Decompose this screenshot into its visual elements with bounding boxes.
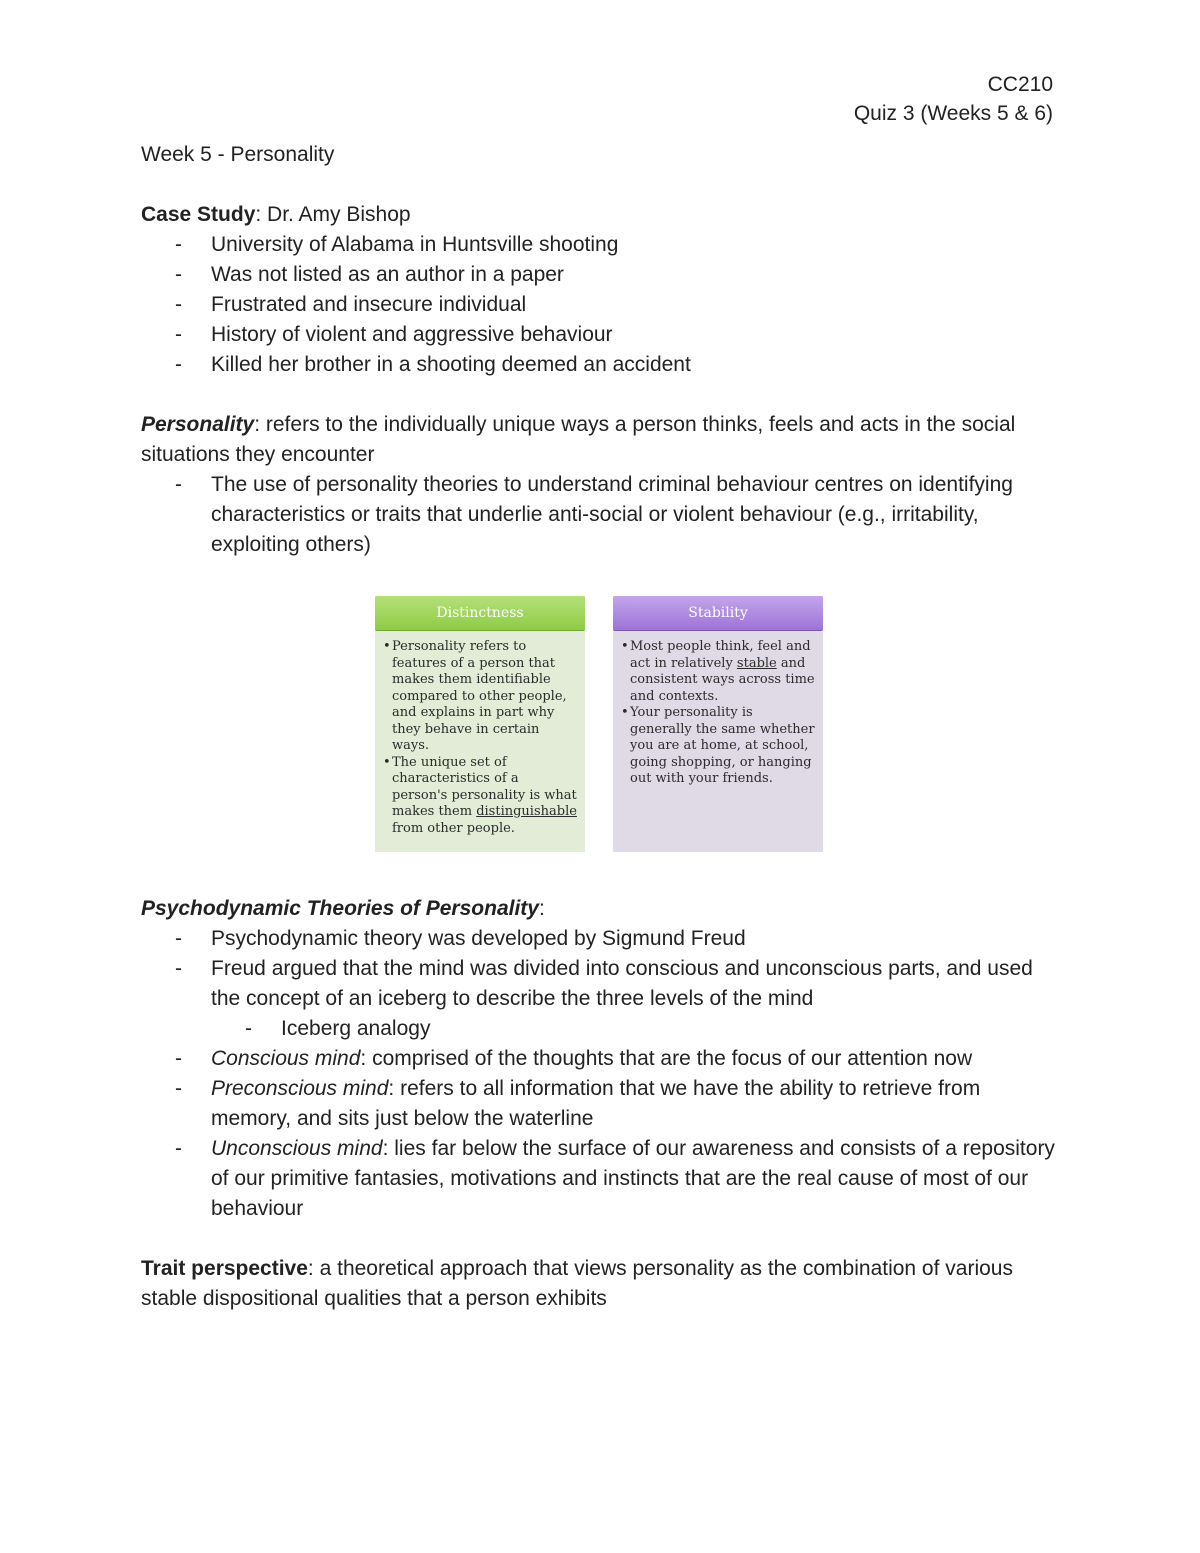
case-study-label: Case Study xyxy=(141,203,256,226)
list-item: - Freud argued that the mind was divided into conscious and unconscious parts, and used the concept of an iceberg to describe the three levels of the mind xyxy=(141,954,1061,1014)
list-item: - Iceberg analogy xyxy=(141,1014,1061,1044)
list-item: - Killed her brother in a shooting deemed an accident xyxy=(141,350,1061,380)
case-study-line xyxy=(141,200,1061,230)
trait-term: Trait perspective xyxy=(141,1257,308,1280)
personality-definition xyxy=(141,410,1061,470)
stability-bullet-2: • Your personality is generally the same whether you are at home, at school, going shopping, or hanging out with your friends. xyxy=(621,705,815,788)
course-code: CC210 xyxy=(987,73,1053,96)
list-item: - Unconscious mind: lies far below the surface of our awareness and consists of a repository of our primitive fantasies, motivations and instincts that are the real cause of most of our behaviour xyxy=(141,1134,1061,1224)
distinctness-title: Distinctness xyxy=(375,596,585,631)
stability-bullet-1: • Most people think, feel and act in relatively stable and consistent ways across time and contexts. xyxy=(621,639,815,705)
trait-def-text: : a theoretical approach that views personality as the combination of various stable dispositional qualities that a person exhibits xyxy=(141,1257,1013,1310)
distinctness-bullet-1: • Personality refers to features of a person that makes them identifiable compared to other people, and explains in part why they behave in certain ways. xyxy=(383,639,577,755)
distinctness-card xyxy=(375,596,585,852)
quiz-title: Quiz 3 (Weeks 5 & 6) xyxy=(853,102,1053,125)
list-item: - The use of personality theories to understand criminal behaviour centres on identifying characteristics or traits that underlie anti-social or violent behaviour (e.g., irritability, exploiting others) xyxy=(141,470,1061,560)
case-study-value: : Dr. Amy Bishop xyxy=(255,203,411,226)
personality-diagram xyxy=(141,560,1061,894)
case-study-list xyxy=(141,230,1061,380)
psychodynamic-sublist xyxy=(141,1014,1061,1044)
list-item: - Conscious mind: comprised of the thoughts that are the focus of our attention now xyxy=(141,1044,1061,1074)
list-item: - Was not listed as an author in a paper xyxy=(141,260,1061,290)
list-item: - Frustrated and insecure individual xyxy=(141,290,1061,320)
personality-list xyxy=(141,470,1061,560)
personality-term: Personality xyxy=(141,413,255,436)
list-item: - Psychodynamic theory was developed by Sigmund Freud xyxy=(141,924,1061,954)
trait-definition xyxy=(141,1254,1061,1314)
personality-def-text: : refers to the individually unique ways a person thinks, feels and acts in the social situations they encounter xyxy=(141,413,1016,466)
list-item: - History of violent and aggressive behaviour xyxy=(141,320,1061,350)
stability-title: Stability xyxy=(613,596,823,631)
list-item: - Preconscious mind: refers to all information that we have the ability to retrieve from memory, and sits just below the waterline xyxy=(141,1074,1061,1134)
psychodynamic-list xyxy=(141,924,1061,1014)
stability-card xyxy=(613,596,823,852)
document-body xyxy=(141,140,1061,1314)
page-header xyxy=(854,70,1053,128)
distinctness-bullet-2: • The unique set of characteristics of a person's personality is what makes them distinguishable from other people. xyxy=(383,755,577,838)
psychodynamic-heading: Psychodynamic Theories of Personality: xyxy=(141,897,545,920)
mind-levels-list xyxy=(141,1044,1061,1224)
list-item: - University of Alabama in Huntsville shooting xyxy=(141,230,1061,260)
week-title: Week 5 - Personality xyxy=(141,143,335,166)
